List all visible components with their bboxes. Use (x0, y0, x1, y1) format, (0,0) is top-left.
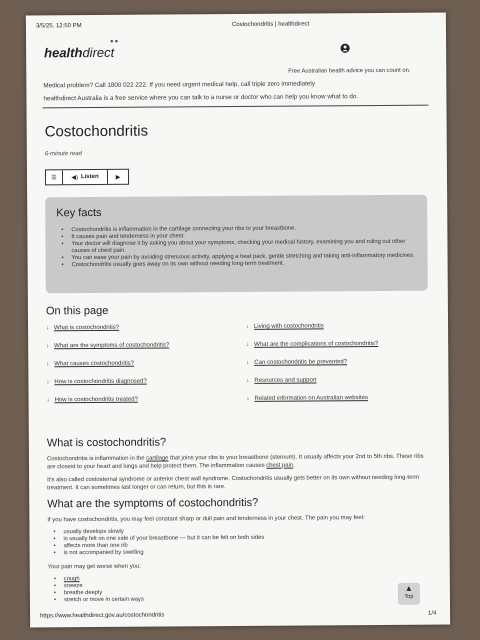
list-item: • stretch or move in certain ways (54, 596, 144, 604)
read-time: 6-minute read (44, 151, 82, 158)
logo-bold-text: health (44, 45, 83, 61)
arrow-down-icon: ↓ (246, 341, 250, 348)
arrow-down-icon: ↓ (46, 325, 50, 332)
top-label: Top (404, 593, 414, 600)
logo-dots: ●● (110, 38, 120, 45)
cartilage-link[interactable]: cartilage (146, 455, 169, 462)
listen-button[interactable] (63, 170, 108, 184)
healthdirect-logo[interactable] (44, 45, 114, 60)
list-item: • is usually felt on one side of your breastbone — but it can be felt on both sides (54, 535, 265, 543)
key-fact-item: • Costochondritis is inflammation in the cartilage connecting your ribs to your breastbone. (61, 225, 421, 235)
list-item: • sneeze (54, 583, 144, 591)
list-item: • usually develops slowly (53, 528, 264, 536)
speaker-icon: ◀) (71, 174, 78, 181)
paragraph: Costochondritis is inflammation in the cartilage that joins your ribs to your breastbone (sternum). It usually affects your 2nd to 5th ribs. These ribs are closest to your heart and lungs and help protect them. The inflammation causes chest pain. (46, 453, 424, 470)
page-number: 1/4 (428, 610, 437, 617)
toc-link[interactable]: ↓ What is costochondritis? (46, 324, 120, 332)
page-title: Costochondritis (44, 122, 149, 141)
toc-link[interactable]: ↓ How is costochondritis diagnosed? (46, 378, 147, 386)
list-item: • breathe deeply (54, 589, 144, 597)
key-fact-item: • Your doctor will diagnose it by asking you about your symptoms, checking your medical history, examining you and ruling out other causes of chest pain. (61, 239, 421, 256)
tagline: Free Australian health advice you can count on. (288, 67, 411, 75)
toc-link[interactable]: ↓ How is costochondritis treated? (46, 396, 138, 404)
play-icon: ▶ (115, 174, 121, 181)
header-divider (43, 105, 429, 109)
emergency-notice: Medical problem? Call 1800 022 222. If you need urgent medical help, call triple zero immediately (43, 80, 316, 90)
toc-link[interactable]: ↓ What are the symptoms of costochondritis? (46, 342, 170, 350)
play-button[interactable] (108, 170, 128, 184)
section-title: What is costochondritis? (46, 436, 167, 450)
toc-link[interactable]: ↓ What causes costochondritis? (46, 360, 135, 368)
list-item: • is not accompanied by swelling (54, 549, 265, 557)
readspeaker-toolbar (45, 169, 129, 186)
cough-link[interactable]: cough (63, 576, 80, 583)
list-item: • affects more than one rib (54, 542, 265, 550)
paragraph: It's also called costosternal syndrome or anterior chest wall syndrome. Costochondritis usually gets better on its own without needing long-term treatment. It can sometimes last longer or can return, but this is rare. (47, 474, 420, 491)
arrow-down-icon: ↓ (46, 361, 50, 368)
section-title: What are the symptoms of costochondritis? (47, 496, 259, 511)
print-date: 3/5/25, 12:50 PM (35, 23, 82, 30)
arrow-down-icon: ↓ (246, 359, 250, 366)
toc-link[interactable]: ↓ Living with costochondritis (246, 323, 324, 330)
symptom-list (53, 528, 264, 557)
key-facts-title: Key facts (56, 206, 102, 220)
logo-light-text: direct (82, 44, 115, 61)
key-fact-item: • It causes pain and tenderness in your chest. (61, 232, 421, 242)
footer-url: https://www.healthdirect.gov.au/costochondritis (40, 612, 165, 620)
print-page-title: Costochondritis | healthdirect (231, 21, 310, 29)
trigger-list (54, 576, 144, 604)
key-fact-item: • You can ease your pain by avoiding strenuous activity, applying a heat pack, gentle stretching and taking anti-inflammatory medicines. (62, 253, 422, 263)
toc-link[interactable]: ↓ Related information on Australian websites (246, 395, 368, 402)
paragraph: Your pain may get worse when you: (47, 563, 141, 571)
arrow-down-icon: ↓ (46, 343, 50, 350)
arrow-down-icon: ↓ (246, 377, 250, 384)
service-notice: healthdirect Australia is a free service where you can talk to a nurse or doctor who can help you know what to do. (43, 93, 359, 103)
arrow-down-icon: ↓ (46, 397, 50, 404)
menu-button[interactable] (46, 170, 63, 184)
key-fact-item: • Costochondritis usually goes away on its own without needing long-term treatment. (62, 260, 422, 270)
listen-label: Listen (80, 173, 99, 181)
printed-page (26, 13, 450, 628)
arrow-down-icon: ↓ (246, 395, 250, 402)
toc-link[interactable]: ↓ Can costochondritis be prevented? (246, 359, 348, 366)
back-to-top-button[interactable] (398, 583, 420, 605)
paragraph: If you have costochondritis, you may feel constant sharp or dull pain and tenderness in your chest. The pain you may feel: (47, 515, 365, 524)
toc-link[interactable]: ↓ Resources and support (246, 377, 317, 384)
on-this-page-title: On this page (45, 304, 109, 318)
hamburger-icon: ☰ (51, 174, 57, 181)
account-icon[interactable] (340, 40, 350, 58)
arrow-down-icon: ↓ (46, 379, 50, 386)
chest-pain-link[interactable]: chest pain (266, 462, 294, 469)
arrow-down-icon: ↓ (246, 323, 250, 330)
toc-link[interactable]: ↓ What are the complications of costochondritis? (246, 341, 379, 348)
caret-up-icon: ▲ (404, 583, 413, 593)
key-facts-list (61, 225, 421, 270)
key-facts-box (45, 195, 428, 294)
